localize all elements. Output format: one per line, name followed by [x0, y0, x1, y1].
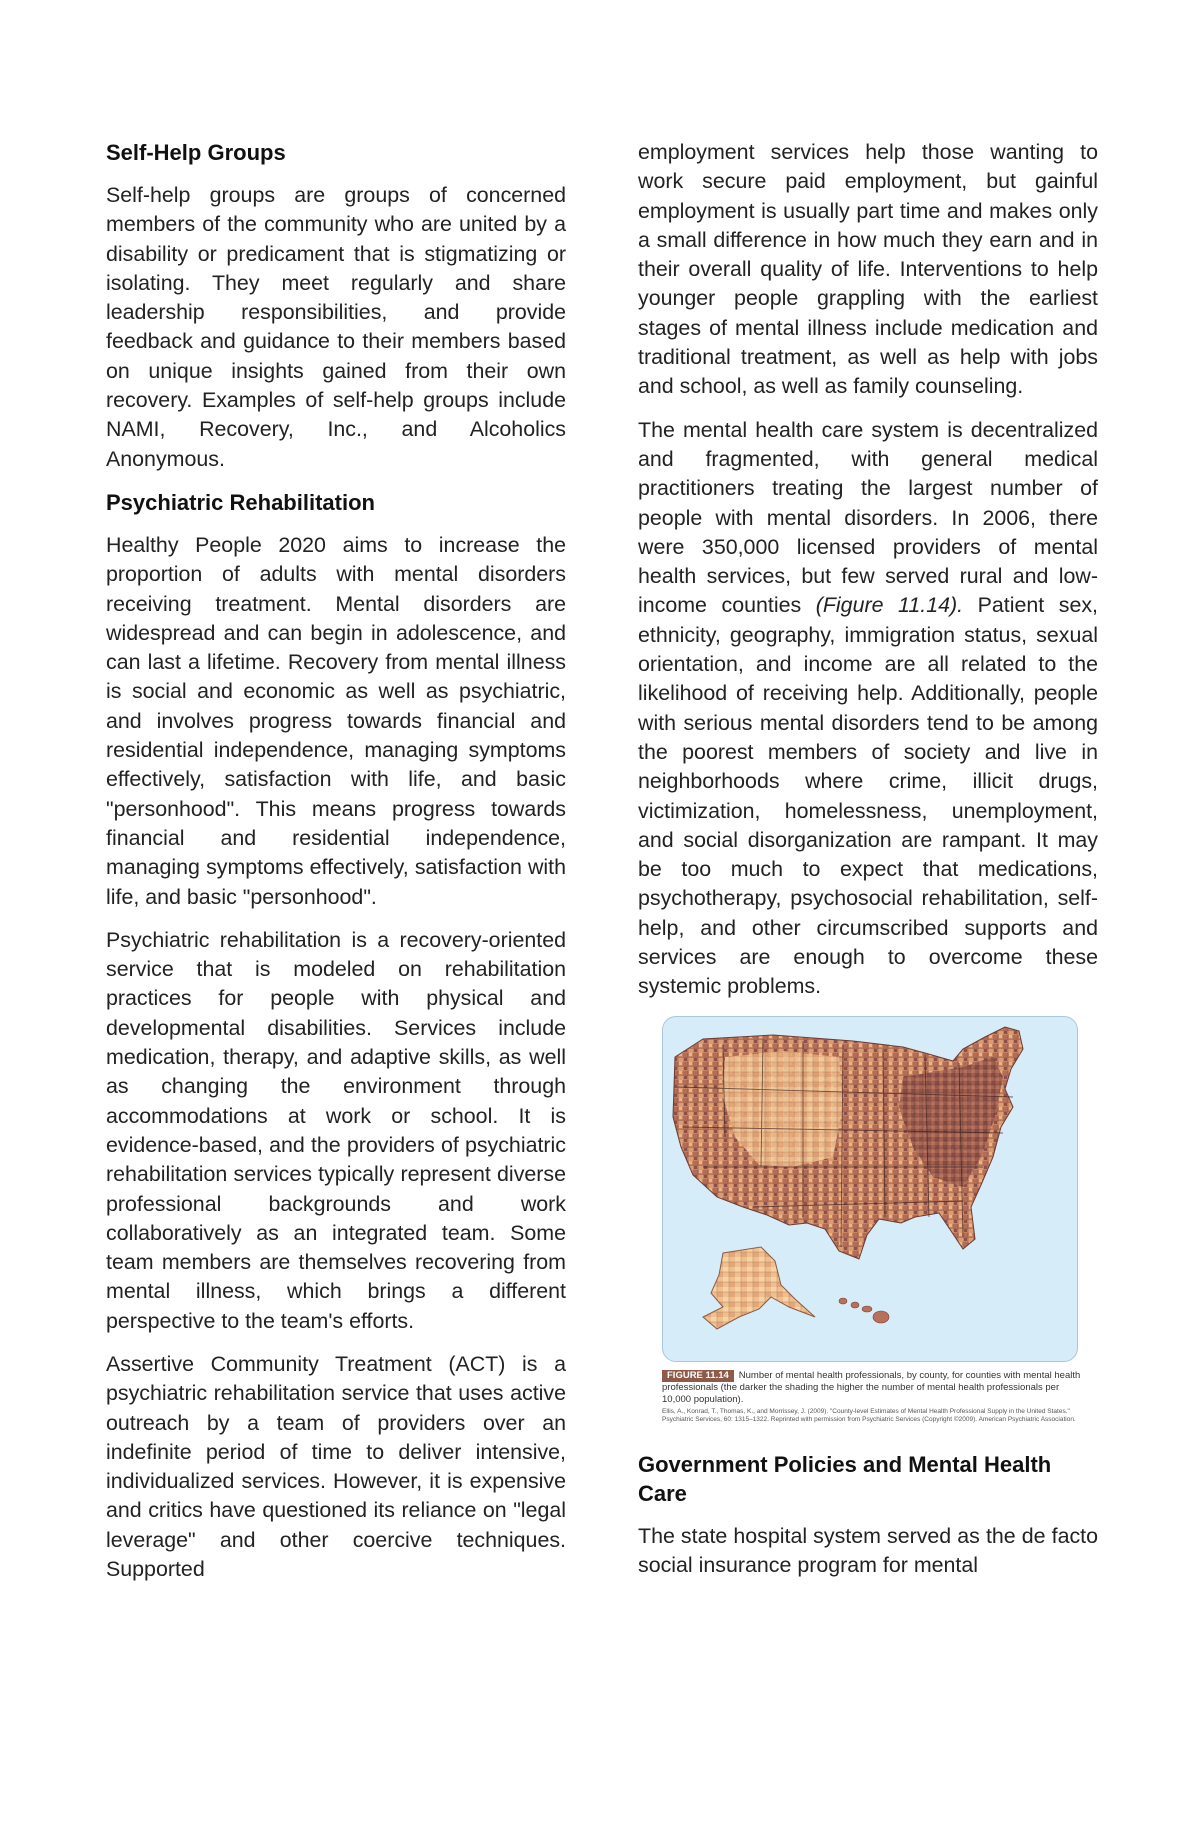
paragraph-system-text-1: The mental health care system is decentralized and fragmented, with general medical practitioners treating the largest number of people with mental disorders. In 2006, there were 350,000 licensed providers of mental health services, but few served rural and low-income counties: [638, 417, 1098, 618]
left-column: [106, 138, 566, 1598]
paragraph-system-text-2: Patient sex, ethnicity, geography, immigration status, sexual orientation, and income are all related to the likelihood of receiving help. Additionally, people with serious mental disorders tend to be among the poorest members of society and live in neighborhoods where crime, illicit drugs, victimization, homelessness, unemployment, and social disorganization are rampant. It may be too much to expect that medications, psychotherapy, psychosocial rehabilitation, self-help, and other circumscribed supports and services are enough to overcome these systemic problems.: [638, 593, 1098, 999]
paragraph-recovery-oriented: Psychiatric rehabilitation is a recovery-oriented service that is modeled on rehabilitation practices for people with physical and developmental disabilities. Services include medication, therapy, and adaptive skills, as well as changing the environment through accommodations at work or school. It is evidence-based, and the providers of psychiatric rehabilitation services typically represent diverse professional backgrounds and work collaboratively as an integrated team. Some team members are themselves recovering from mental illness, which brings a different perspective to the team's efforts.: [106, 927, 566, 1333]
figure-caption-text: Number of mental health professionals, by county, for counties with mental health professionals (the darker the shading the higher the number of mental health professionals per 10,000 population).: [662, 1369, 1081, 1405]
heading-self-help-groups: Self-Help Groups: [106, 140, 286, 165]
heading-government-policies: Government Policies and Mental Health Care: [638, 1451, 1052, 1506]
right-column: [638, 138, 1098, 1594]
figure-source: Ellis, A., Konrad, T., Thomas, K., and Morrissey, J. (2009). "County-level Estimates of Mental Health Professional Supply in the United States." Psychiatric Services, 60: 1315–1322. Reprinted with permission from Psychiatric Services (Copyright ©2009). American Psychiatric Association.: [662, 1407, 1076, 1423]
paragraph-act: Assertive Community Treatment (ACT) is a psychiatric rehabilitation service that uses active outreach by a team of providers over an indefinite period of time to deliver intensive, individualized services. However, it is expensive and critics have questioned its reliance on "legal leverage" and other coercive techniques. Supported: [106, 1351, 566, 1582]
paragraph-state-hospital: The state hospital system served as the de facto social insurance program for mental: [638, 1523, 1098, 1577]
us-map-image: [663, 1017, 1077, 1361]
figure-reference-link[interactable]: (Figure 11.14).: [815, 593, 964, 618]
figure-caption: [662, 1370, 1082, 1424]
alaska-shape: [703, 1247, 815, 1329]
paragraph-employment: employment services help those wanting to work secure paid employment, but gainful employment is usually part time and makes only a small difference in how much they earn and in their overall quality of life. Interventions to help younger people grappling with the earliest stages of mental illness include medication and traditional treatment, as well as help with jobs and school, as well as family counseling.: [638, 140, 1098, 399]
figure-label: FIGURE 11.14: [662, 1370, 734, 1382]
heading-psychiatric-rehabilitation: Psychiatric Rehabilitation: [106, 489, 375, 515]
paragraph-healthy-people: Healthy People 2020 aims to increase the proportion of adults with mental disorders receiving treatment. Mental disorders are widespread and can begin in adolescence, and can last a lifetime. Recovery from mental illness is social and economic as well as psychiatric, and involves progress towards financial and residential independence, managing symptoms effectively, satisfaction with life, and basic "personhood". This means progress towards financial and residential independence, managing symptoms effectively, satisfaction with life, and basic "personhood".: [106, 532, 566, 909]
paragraph-mental-health-system: [638, 416, 1098, 1002]
figure-11-14: [662, 1016, 1082, 1424]
us-county-map: [662, 1016, 1078, 1362]
paragraph-self-help: Self-help groups are groups of concerned members of the community who are united by a disability or predicament that is stigmatizing or isolating. They meet regularly and share leadership responsibilities, and provide feedback and guidance to their members based on unique insights gained from their own recovery. Examples of self-help groups include NAMI, Recovery, Inc., and Alcoholics Anonymous.: [106, 183, 566, 471]
hawaii-shape: [839, 1298, 889, 1323]
